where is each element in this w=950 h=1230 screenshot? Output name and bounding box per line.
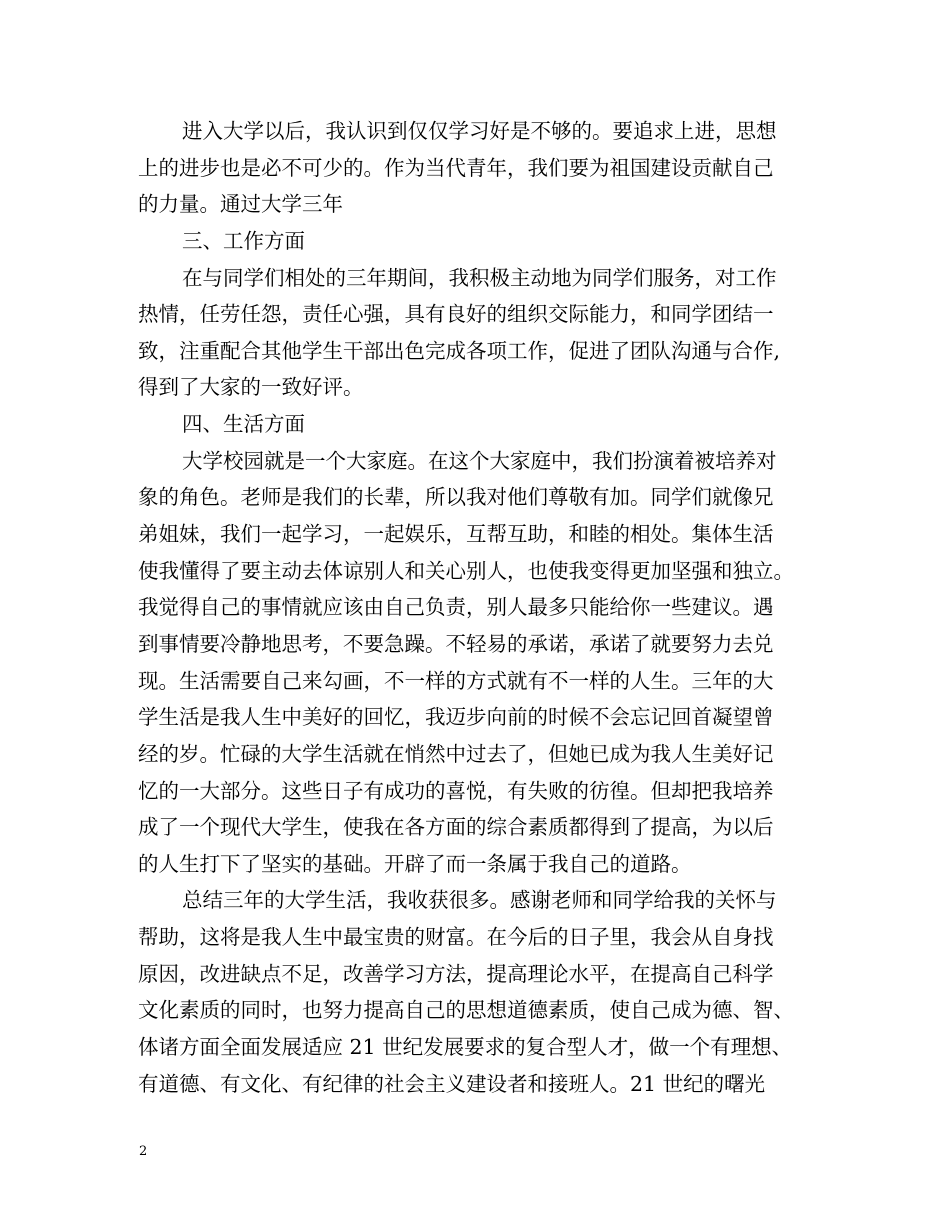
paragraph-line: 忆的一大部分。这些日子有成功的喜悦，有失败的彷徨。但却把我培养 — [138, 778, 774, 803]
paragraph-first-line: 四、生活方面 — [182, 412, 305, 437]
paragraph-line: 文化素质的同时，也努力提高自己的思想道德素质，使自己成为德、智、 — [138, 998, 794, 1023]
paragraph-line: 使我懂得了要主动去体谅别人和关心别人，也使我变得更加坚强和独立。 — [138, 558, 794, 583]
paragraph-first-line: 进入大学以后，我认识到仅仅学习好是不够的。要追求上进，思想 — [182, 119, 777, 143]
paragraph-line: 的力量。通过大学三年 — [138, 192, 343, 217]
paragraph-line: 经的岁。忙碌的大学生活就在悄然中过去了，但她已成为我人生美好记 — [138, 741, 774, 766]
paragraph-line: 象的角色。老师是我们的长辈，所以我对他们尊敬有加。同学们就像兄 — [138, 485, 774, 510]
paragraph-first-line: 在与同学们相处的三年期间，我积极主动地为同学们服务，对工作 — [182, 265, 777, 290]
paragraph-line: 帮助，这将是我人生中最宝贵的财富。在今后的日子里，我会从自身找 — [138, 925, 774, 950]
paragraph-line: 的人生打下了坚实的基础。开辟了而一条属于我自己的道路。 — [138, 851, 692, 876]
paragraph-line: 体诸方面全面发展适应 21 世纪发展要求的复合型人才，做一个有理想、 — [138, 1035, 793, 1060]
paragraph-line: 到事情要冷静地思考，不要急躁。不轻易的承诺，承诺了就要努力去兑 — [138, 631, 774, 656]
paragraph-line: 现。生活需要自己来勾画，不一样的方式就有不一样的人生。三年的大 — [138, 668, 774, 693]
paragraph-line: 成了一个现代大学生，使我在各方面的综合素质都得到了提高，为以后 — [138, 815, 774, 840]
paragraph-line: 我觉得自己的事情就应该由自己负责，别人最多只能给你一些建议。遇 — [138, 595, 774, 620]
paragraph-line: 上的进步也是必不可少的。作为当代青年，我们要为祖国建设贡献自己 — [138, 155, 774, 180]
paragraph-first-line: 总结三年的大学生活，我收获很多。感谢老师和同学给我的关怀与 — [182, 888, 777, 913]
page-number: 2 — [139, 1144, 148, 1159]
paragraph-line: 弟姐妹，我们一起学习，一起娱乐，互帮互助，和睦的相处。集体生活 — [138, 522, 774, 547]
paragraph-line: 热情，任劳任怨，责任心强，具有良好的组织交际能力，和同学团结一 — [138, 302, 774, 327]
paragraph-line: 学生活是我人生中美好的回忆，我迈步向前的时候不会忘记回首凝望曾 — [138, 705, 774, 730]
paragraph-first-line: 三、工作方面 — [182, 228, 305, 253]
paragraph-line: 原因，改进缺点不足，改善学习方法，提高理论水平，在提高自己科学 — [138, 961, 774, 986]
body-text — [138, 113, 810, 1102]
paragraph-line: 有道德、有文化、有纪律的社会主义建设者和接班人。21 世纪的曙光 — [138, 1071, 766, 1096]
paragraph-first-line: 大学校园就是一个大家庭。在这个大家庭中，我们扮演着被培养对 — [182, 448, 777, 473]
paragraph-line: 得到了大家的一致好评。 — [138, 375, 364, 400]
paragraph-line: 致，注重配合其他学生干部出色完成各项工作，促进了团队沟通与合作, — [138, 338, 781, 363]
